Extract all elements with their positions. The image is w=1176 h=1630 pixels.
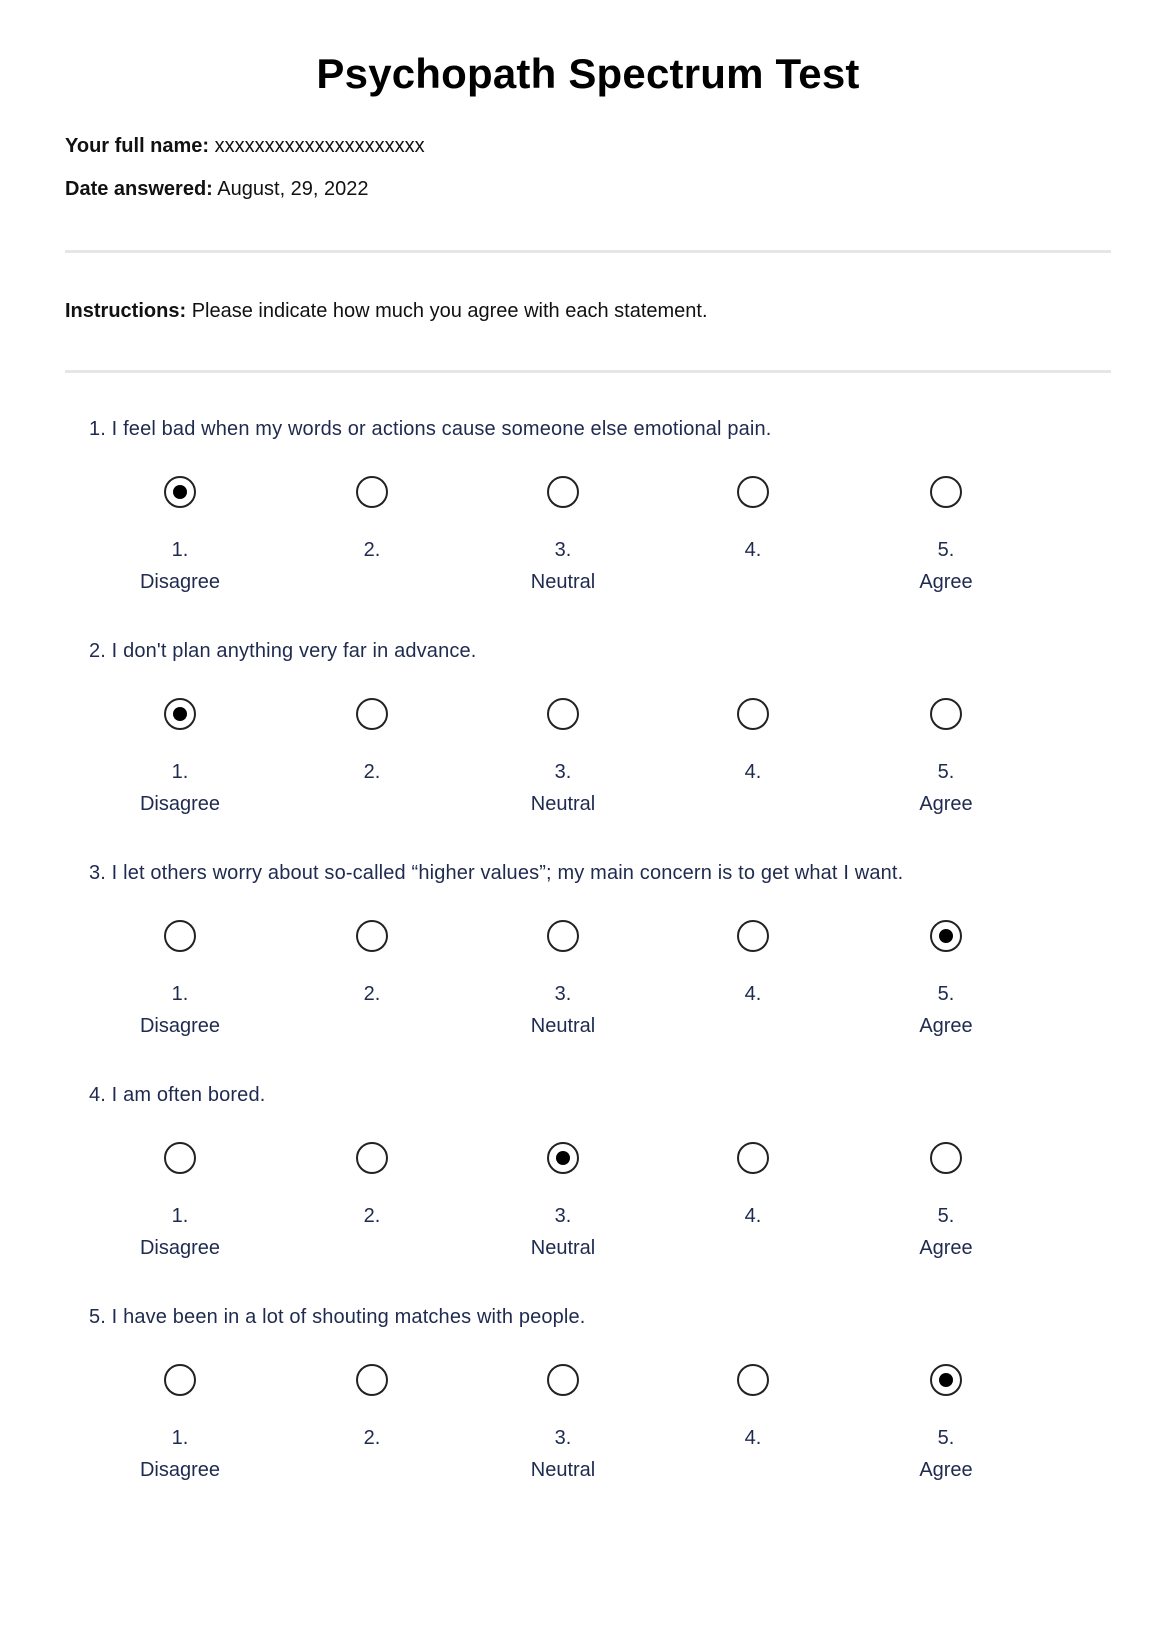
rating-number: 3. (554, 1205, 572, 1227)
rating-label: Disagree (139, 1459, 221, 1481)
page-title: Psychopath Spectrum Test (316, 50, 860, 97)
rating-label: Agree (919, 793, 973, 815)
rating-label: Neutral (530, 1459, 596, 1481)
rating-number: 3. (554, 539, 572, 561)
radio-button[interactable] (547, 1142, 579, 1174)
radio-button[interactable] (547, 476, 579, 508)
radio-dot-icon (173, 485, 187, 499)
full-name-label: Your full name: (65, 135, 210, 157)
instructions (65, 300, 708, 323)
radio-button[interactable] (737, 1364, 769, 1396)
rating-option-1[interactable] (100, 698, 260, 816)
rating-number: 4. (744, 1427, 762, 1449)
rating-option-5[interactable] (866, 1364, 1026, 1482)
rating-label: Agree (919, 1237, 973, 1259)
instructions-label: Instructions: (65, 300, 187, 322)
radio-button[interactable] (356, 1142, 388, 1174)
full-name-value: xxxxxxxxxxxxxxxxxxxxx (214, 135, 425, 157)
rating-label (673, 1458, 833, 1482)
divider (65, 250, 1111, 253)
rating-number: 1. (171, 983, 189, 1005)
rating-option-1[interactable] (100, 476, 260, 594)
rating-number: 2. (363, 1427, 381, 1449)
full-name-field (65, 135, 425, 158)
rating-option-4[interactable] (673, 698, 833, 816)
rating-label (673, 1014, 833, 1038)
rating-option-1[interactable] (100, 1364, 260, 1482)
radio-button[interactable] (737, 920, 769, 952)
radio-dot-icon (556, 1151, 570, 1165)
rating-number: 5. (937, 761, 955, 783)
question-5 (0, 1306, 1176, 1526)
rating-option-4[interactable] (673, 1142, 833, 1260)
rating-option-2[interactable] (292, 1142, 452, 1260)
radio-button[interactable] (737, 1142, 769, 1174)
radio-button[interactable] (356, 920, 388, 952)
rating-number: 1. (171, 761, 189, 783)
rating-number: 2. (363, 1205, 381, 1227)
rating-label (292, 1236, 452, 1260)
rating-number: 5. (937, 1427, 955, 1449)
rating-label: Disagree (139, 1237, 221, 1259)
rating-option-5[interactable] (866, 1142, 1026, 1260)
rating-label (292, 1014, 452, 1038)
radio-button[interactable] (930, 920, 962, 952)
rating-label: Disagree (139, 571, 221, 593)
radio-button[interactable] (356, 698, 388, 730)
rating-option-1[interactable] (100, 920, 260, 1038)
radio-button[interactable] (547, 698, 579, 730)
rating-number: 2. (363, 539, 381, 561)
question-2 (0, 640, 1176, 860)
rating-number: 4. (744, 1205, 762, 1227)
question-1 (0, 418, 1176, 638)
rating-label: Neutral (530, 1237, 596, 1259)
rating-option-3[interactable] (483, 920, 643, 1038)
rating-option-4[interactable] (673, 920, 833, 1038)
rating-label (292, 1458, 452, 1482)
rating-option-3[interactable] (483, 698, 643, 816)
rating-option-2[interactable] (292, 698, 452, 816)
rating-number: 4. (744, 539, 762, 561)
radio-button[interactable] (737, 476, 769, 508)
rating-number: 2. (363, 761, 381, 783)
question-text: 3. I let others worry about so-called “higher values”; my main concern is to get what I want. (89, 862, 904, 884)
question-4 (0, 1084, 1176, 1304)
radio-dot-icon (939, 1373, 953, 1387)
rating-option-5[interactable] (866, 920, 1026, 1038)
rating-label: Agree (919, 1459, 973, 1481)
rating-option-5[interactable] (866, 698, 1026, 816)
rating-label: Disagree (139, 793, 221, 815)
rating-number: 4. (744, 983, 762, 1005)
rating-option-3[interactable] (483, 1142, 643, 1260)
rating-label: Neutral (530, 1015, 596, 1037)
rating-option-2[interactable] (292, 1364, 452, 1482)
rating-option-4[interactable] (673, 476, 833, 594)
radio-button[interactable] (930, 476, 962, 508)
radio-dot-icon (939, 929, 953, 943)
radio-button[interactable] (930, 1364, 962, 1396)
question-text: 5. I have been in a lot of shouting matches with people. (89, 1306, 586, 1328)
rating-label: Agree (919, 1015, 973, 1037)
radio-button[interactable] (547, 920, 579, 952)
radio-button[interactable] (356, 476, 388, 508)
date-answered-label: Date answered: (65, 178, 213, 200)
radio-button[interactable] (737, 698, 769, 730)
rating-option-5[interactable] (866, 476, 1026, 594)
rating-label (292, 792, 452, 816)
rating-label (673, 1236, 833, 1260)
rating-option-3[interactable] (483, 476, 643, 594)
radio-button[interactable] (164, 698, 196, 730)
instructions-text: Please indicate how much you agree with each statement. (191, 300, 708, 322)
rating-number: 3. (554, 761, 572, 783)
radio-button[interactable] (356, 1364, 388, 1396)
rating-label (292, 570, 452, 594)
question-3 (0, 862, 1176, 1082)
rating-number: 3. (554, 983, 572, 1005)
rating-number: 5. (937, 1205, 955, 1227)
question-text: 2. I don't plan anything very far in advance. (89, 640, 477, 662)
rating-option-2[interactable] (292, 476, 452, 594)
rating-option-2[interactable] (292, 920, 452, 1038)
rating-number: 5. (937, 539, 955, 561)
radio-dot-icon (173, 707, 187, 721)
radio-button[interactable] (164, 920, 196, 952)
rating-option-3[interactable] (483, 1364, 643, 1482)
rating-number: 1. (171, 539, 189, 561)
rating-label (673, 570, 833, 594)
rating-label: Disagree (139, 1015, 221, 1037)
rating-number: 3. (554, 1427, 572, 1449)
rating-label: Neutral (530, 793, 596, 815)
date-answered-value: August, 29, 2022 (217, 178, 369, 200)
radio-button[interactable] (164, 1142, 196, 1174)
rating-option-4[interactable] (673, 1364, 833, 1482)
radio-button[interactable] (930, 1142, 962, 1174)
date-answered-field (65, 178, 369, 201)
radio-button[interactable] (164, 476, 196, 508)
rating-number: 2. (363, 983, 381, 1005)
rating-number: 4. (744, 761, 762, 783)
question-text: 1. I feel bad when my words or actions cause someone else emotional pain. (89, 418, 772, 440)
rating-label (673, 792, 833, 816)
question-text: 4. I am often bored. (89, 1084, 266, 1106)
radio-button[interactable] (547, 1364, 579, 1396)
rating-label: Neutral (530, 571, 596, 593)
rating-label: Agree (919, 571, 973, 593)
divider (65, 370, 1111, 373)
radio-button[interactable] (164, 1364, 196, 1396)
radio-button[interactable] (930, 698, 962, 730)
rating-number: 5. (937, 983, 955, 1005)
rating-option-1[interactable] (100, 1142, 260, 1260)
rating-number: 1. (171, 1205, 189, 1227)
rating-number: 1. (171, 1427, 189, 1449)
